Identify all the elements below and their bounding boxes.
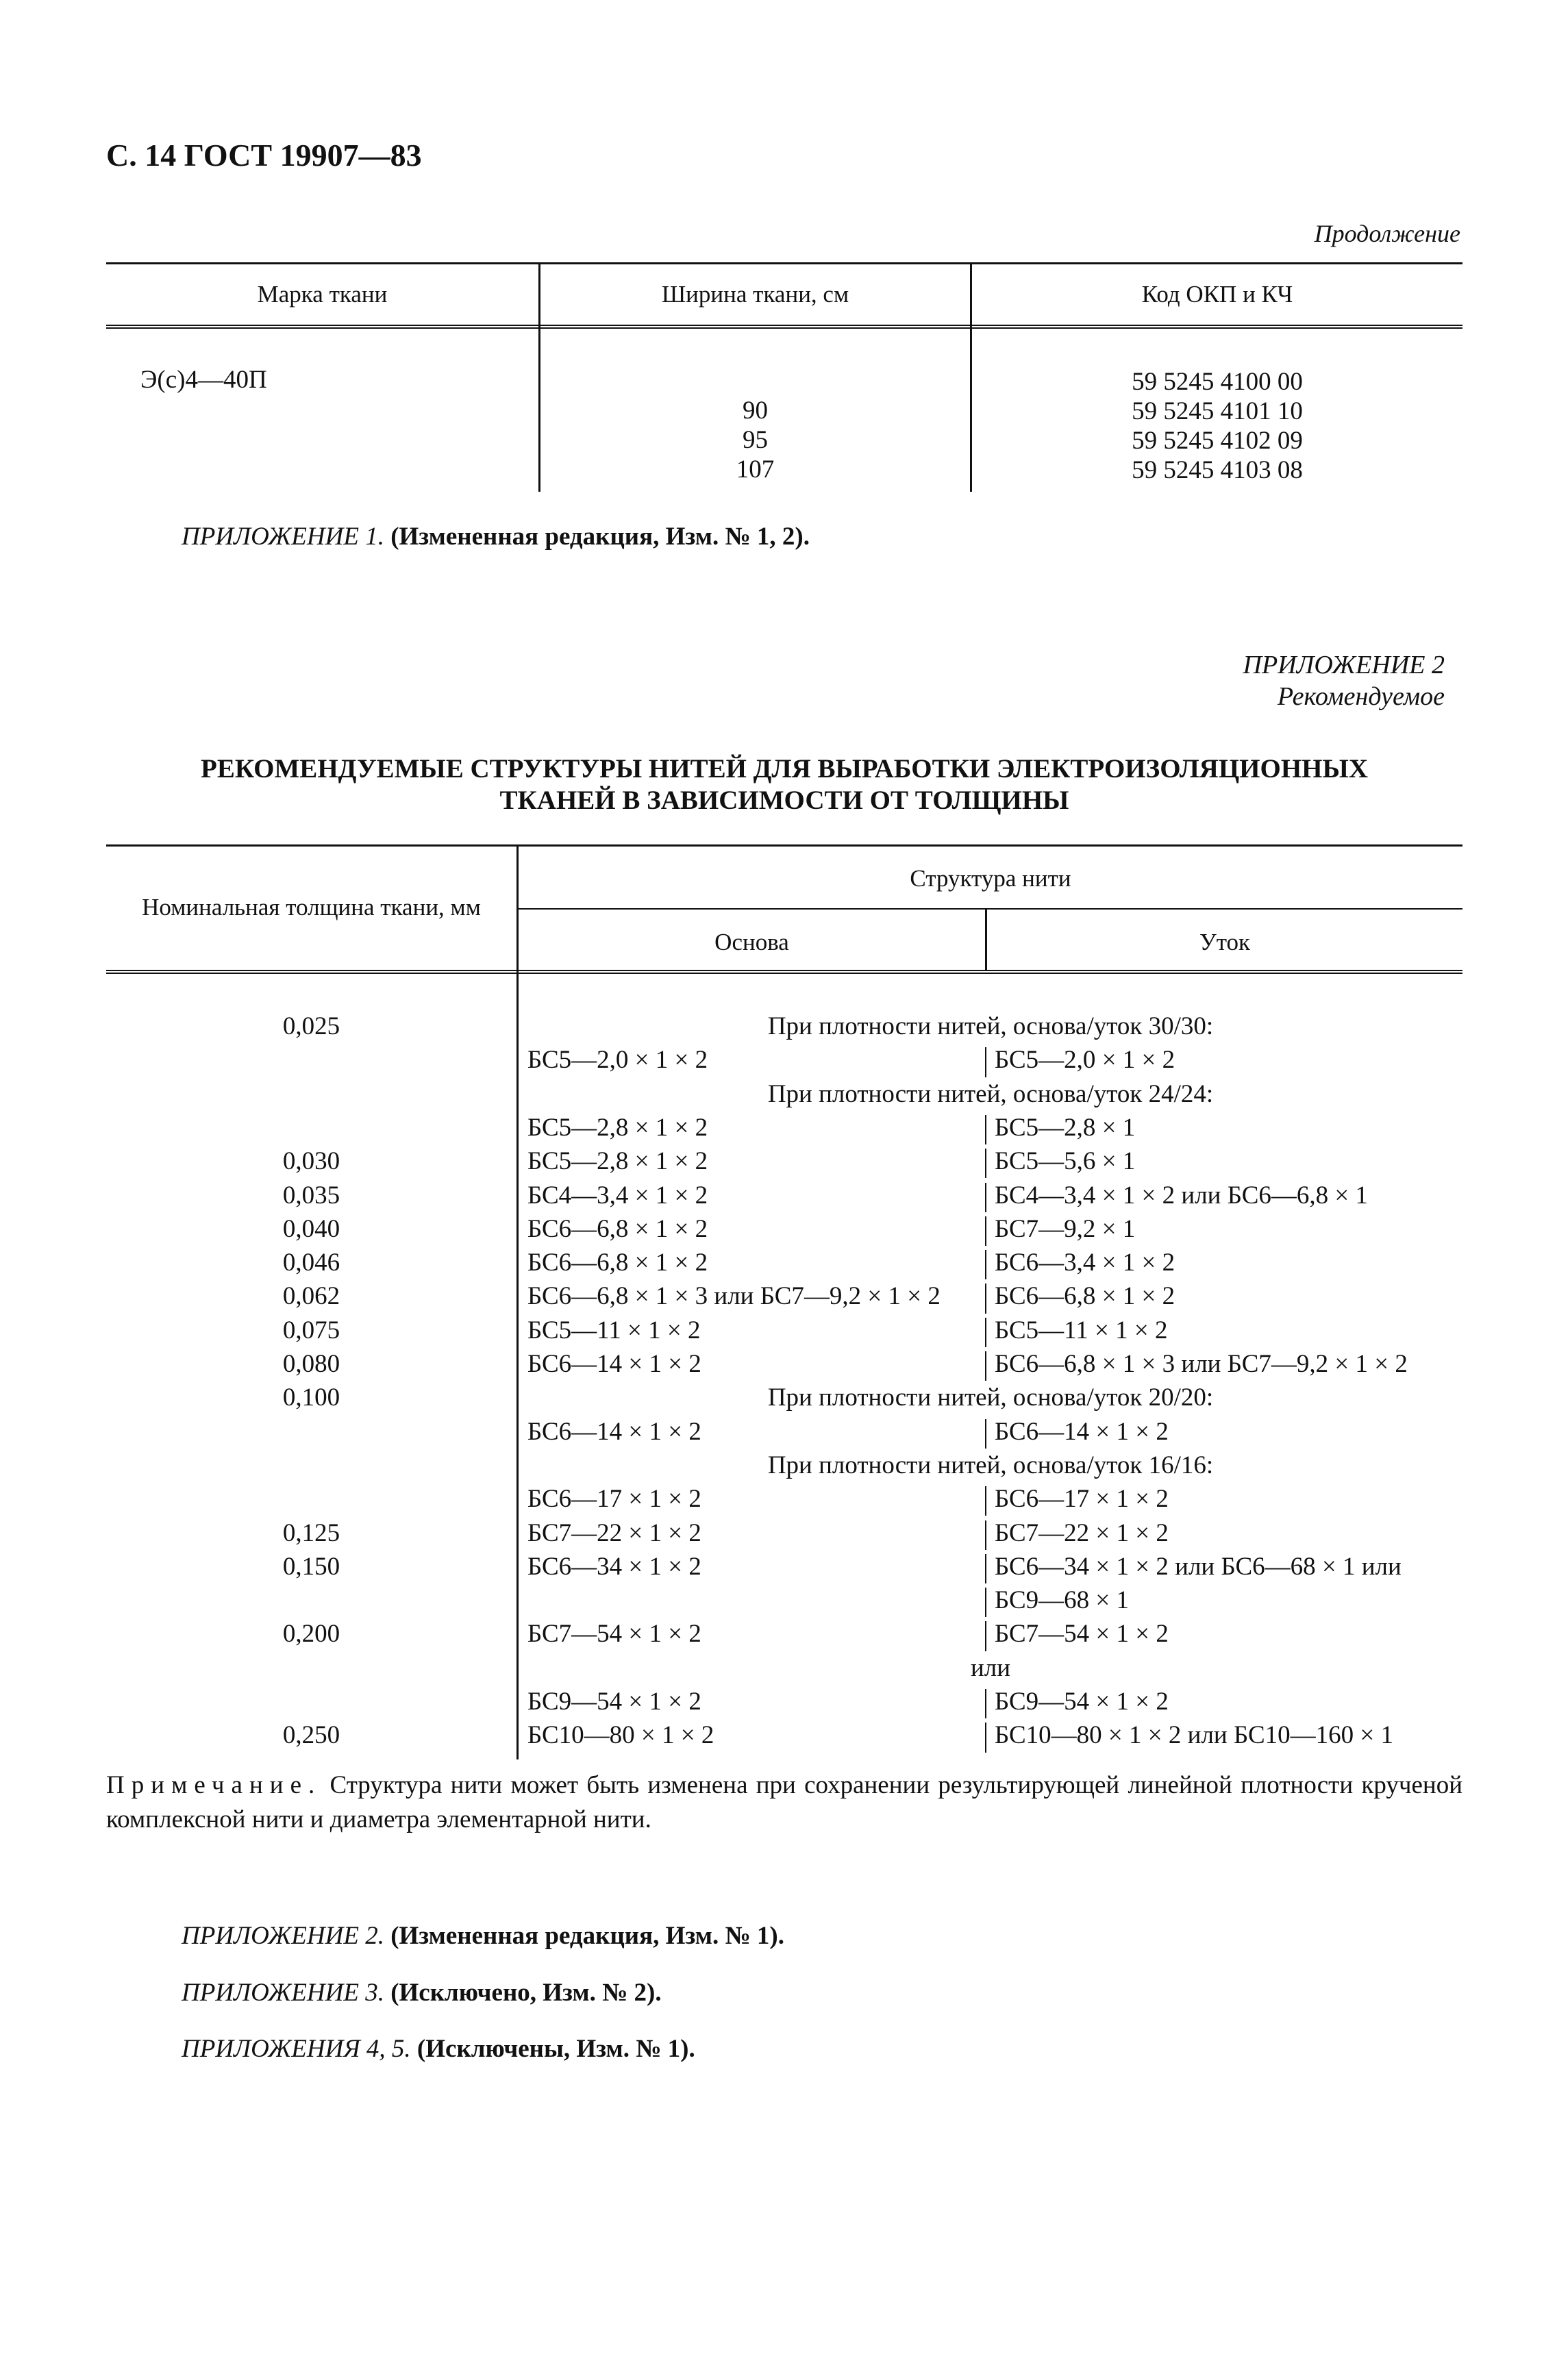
warp-weft-divider bbox=[985, 1520, 986, 1550]
thickness-cell bbox=[106, 1077, 516, 1111]
code-value: 59 5245 4103 08 bbox=[1132, 456, 1303, 484]
thickness-cell: 0,250 bbox=[282, 1721, 340, 1750]
thickness-cell: 0,030 bbox=[282, 1147, 340, 1176]
thickness-cell: 0,125 bbox=[282, 1518, 340, 1547]
table-2-mid-rule bbox=[519, 908, 1462, 910]
table-2-header-warp: Основа bbox=[714, 929, 789, 955]
appendix-3-note-text: (Исключено, Изм. № 2). bbox=[390, 1979, 662, 2007]
warp-weft-divider bbox=[985, 1183, 986, 1212]
density-span-row: При плотности нитей, основа/уток 20/20: bbox=[767, 1383, 1214, 1412]
warp-weft-divider bbox=[985, 1149, 986, 1178]
warp-cell: БС10—80 × 1 × 2 bbox=[527, 1721, 714, 1750]
thickness-cell: 0,100 bbox=[282, 1383, 340, 1412]
warp-cell: БС7—22 × 1 × 2 bbox=[527, 1518, 701, 1547]
thickness-cell: 0,150 bbox=[282, 1552, 340, 1581]
warp-cell: БС6—14 × 1 × 2 bbox=[527, 1417, 701, 1446]
weft-cell: БС6—34 × 1 × 2 или БС6—68 × 1 или bbox=[995, 1552, 1402, 1581]
code-value: 59 5245 4102 09 bbox=[1132, 427, 1303, 455]
code-value: 59 5245 4100 00 bbox=[1132, 368, 1303, 396]
density-span-row: или bbox=[970, 1653, 1011, 1682]
appendix-4-5-note-label: ПРИЛОЖЕНИЯ 4, 5. bbox=[182, 2035, 411, 2063]
warp-weft-divider bbox=[985, 1047, 986, 1077]
warp-weft-divider bbox=[985, 1419, 986, 1449]
table-1-header-rule bbox=[106, 325, 1462, 329]
table-2-top-rule bbox=[106, 844, 1462, 847]
weft-cell: БС5—11 × 1 × 2 bbox=[995, 1316, 1168, 1344]
table-2-header-rule bbox=[106, 970, 1462, 974]
weft-cell: БС7—54 × 1 × 2 bbox=[995, 1620, 1169, 1649]
width-value: 107 bbox=[736, 455, 775, 484]
table-2-col-divider-1 bbox=[516, 844, 519, 1759]
note-label: Примечание. bbox=[106, 1771, 322, 1799]
thickness-cell bbox=[106, 1449, 516, 1482]
thickness-cell: 0,025 bbox=[282, 1012, 340, 1040]
warp-weft-divider bbox=[985, 1115, 986, 1144]
warp-weft-divider bbox=[985, 1621, 986, 1651]
note-text: Структура нити может быть изменена при сохранении результирующей линейной плотности крученой комплексной нити и диаметра элементарной нити. bbox=[106, 1771, 1463, 1833]
thickness-cell: 0,035 bbox=[282, 1181, 340, 1210]
warp-cell: БС9—54 × 1 × 2 bbox=[527, 1688, 701, 1716]
table-1-header-fabric: Марка ткани bbox=[257, 281, 388, 308]
thickness-cell: 0,080 bbox=[282, 1350, 340, 1378]
density-span-row: При плотности нитей, основа/уток 16/16: bbox=[767, 1451, 1214, 1479]
warp-cell: БС5—2,0 × 1 × 2 bbox=[527, 1046, 708, 1075]
warp-weft-divider bbox=[985, 1318, 986, 1347]
weft-cell: БС6—14 × 1 × 2 bbox=[995, 1417, 1169, 1446]
thickness-cell bbox=[106, 1583, 516, 1617]
weft-cell: БС5—2,8 × 1 bbox=[995, 1113, 1136, 1142]
weft-cell: БС7—9,2 × 1 bbox=[995, 1214, 1136, 1243]
warp-cell: БС5—11 × 1 × 2 bbox=[527, 1316, 701, 1344]
density-span-row: При плотности нитей, основа/уток 30/30: bbox=[767, 1012, 1214, 1040]
width-value: 95 bbox=[743, 426, 768, 454]
warp-weft-divider bbox=[985, 1486, 986, 1516]
appendix-2-label-block bbox=[1243, 649, 1445, 712]
thickness-cell bbox=[106, 1651, 516, 1685]
appendix-2-title bbox=[106, 753, 1462, 816]
weft-cell: БС4—3,4 × 1 × 2 или БС6—6,8 × 1 bbox=[995, 1181, 1369, 1210]
appendix-2-title-line-1: РЕКОМЕНДУЕМЫЕ СТРУКТУРЫ НИТЕЙ ДЛЯ ВЫРАБОТКИ ЭЛЕКТРОИЗОЛЯЦИОННЫХ bbox=[201, 754, 1368, 784]
weft-cell: БС5—5,6 × 1 bbox=[995, 1147, 1136, 1176]
code-value: 59 5245 4101 10 bbox=[1132, 397, 1303, 425]
table-2-header-thickness: Номинальная толщина ткани, мм bbox=[142, 894, 481, 920]
thickness-cell: 0,075 bbox=[282, 1316, 340, 1344]
warp-cell: БС5—2,8 × 1 × 2 bbox=[527, 1113, 708, 1142]
thickness-cell bbox=[106, 1482, 516, 1516]
weft-cell: БС5—2,0 × 1 × 2 bbox=[995, 1046, 1175, 1075]
appendix-2-note-label: ПРИЛОЖЕНИЕ 2. bbox=[182, 1922, 384, 1950]
warp-cell: БС6—6,8 × 1 × 2 bbox=[527, 1214, 708, 1243]
table-2-header-weft: Уток bbox=[1199, 929, 1251, 955]
thickness-cell: 0,062 bbox=[282, 1282, 340, 1311]
warp-cell: БС7—54 × 1 × 2 bbox=[527, 1620, 701, 1649]
appendix-3-note-label: ПРИЛОЖЕНИЕ 3. bbox=[182, 1979, 384, 2007]
warp-weft-divider bbox=[985, 1689, 986, 1718]
warp-cell: БС5—2,8 × 1 × 2 bbox=[527, 1147, 708, 1176]
warp-weft-divider bbox=[985, 1216, 986, 1246]
code-values bbox=[972, 367, 1462, 485]
warp-cell: БС6—14 × 1 × 2 bbox=[527, 1350, 701, 1378]
warp-weft-divider bbox=[985, 1723, 986, 1752]
weft-cell: БС6—6,8 × 1 × 2 bbox=[995, 1282, 1175, 1311]
warp-cell: БС6—17 × 1 × 2 bbox=[527, 1485, 701, 1514]
thickness-cell bbox=[106, 1111, 516, 1144]
appendix-2-title-line-2: ТКАНЕЙ В ЗАВИСИМОСТИ ОТ ТОЛЩИНЫ bbox=[499, 786, 1069, 815]
weft-cell: БС6—17 × 1 × 2 bbox=[995, 1485, 1169, 1514]
weft-cell: БС9—68 × 1 bbox=[995, 1586, 1130, 1615]
weft-cell: БС9—54 × 1 × 2 bbox=[995, 1688, 1169, 1716]
width-value: 90 bbox=[743, 397, 768, 425]
warp-weft-divider bbox=[985, 1250, 986, 1279]
thickness-cell: 0,046 bbox=[282, 1249, 340, 1277]
continuation-label: Продолжение bbox=[1314, 220, 1460, 247]
thickness-cell bbox=[106, 1043, 516, 1077]
appendix-1-label: ПРИЛОЖЕНИЕ 1. bbox=[182, 523, 384, 551]
weft-cell: БС6—6,8 × 1 × 3 или БС7—9,2 × 1 × 2 bbox=[995, 1350, 1408, 1378]
warp-cell: БС4—3,4 × 1 × 2 bbox=[527, 1181, 708, 1210]
appendix-4-5-note-text: (Исключены, Изм. № 1). bbox=[416, 2035, 695, 2063]
width-values bbox=[540, 396, 970, 484]
thickness-cell: 0,040 bbox=[282, 1214, 340, 1243]
fabric-grade: Э(с)4—40П bbox=[140, 366, 267, 394]
weft-cell: БС6—3,4 × 1 × 2 bbox=[995, 1249, 1175, 1277]
warp-weft-divider bbox=[985, 1554, 986, 1583]
warp-cell: БС6—6,8 × 1 × 2 bbox=[527, 1249, 708, 1277]
appendix-2-label: ПРИЛОЖЕНИЕ 2 bbox=[1243, 651, 1445, 679]
warp-cell: БС6—6,8 × 1 × 3 или БС7—9,2 × 1 × 2 bbox=[527, 1282, 941, 1311]
warp-cell: БС6—34 × 1 × 2 bbox=[527, 1552, 701, 1581]
appendix-2-note-text: (Измененная редакция, Изм. № 1). bbox=[390, 1922, 784, 1950]
appendix-1-note bbox=[182, 522, 810, 551]
weft-cell: БС7—22 × 1 × 2 bbox=[995, 1518, 1169, 1547]
table-1-header-width: Ширина ткани, см bbox=[661, 281, 849, 308]
thickness-cell bbox=[106, 1685, 516, 1718]
appendix-3-note bbox=[182, 1978, 662, 2007]
appendix-1-text: (Измененная редакция, Изм. № 1, 2). bbox=[390, 523, 810, 551]
table-1-top-rule bbox=[106, 262, 1462, 264]
appendix-2-sublabel: Рекомендуемое bbox=[1277, 682, 1445, 711]
density-span-row: При плотности нитей, основа/уток 24/24: bbox=[767, 1079, 1214, 1108]
warp-weft-divider bbox=[985, 1351, 986, 1381]
weft-cell: БС10—80 × 1 × 2 или БС10—160 × 1 bbox=[995, 1721, 1394, 1750]
appendix-4-5-note bbox=[182, 2034, 695, 2064]
appendix-2-note bbox=[182, 1921, 784, 1951]
thickness-cell: 0,200 bbox=[282, 1620, 340, 1649]
table-2-header-structure: Структура нити bbox=[910, 865, 1071, 892]
warp-weft-divider bbox=[985, 1283, 986, 1313]
table-1-header-code: Код ОКП и КЧ bbox=[1141, 281, 1293, 308]
page-header: С. 14 ГОСТ 19907—83 bbox=[106, 138, 422, 173]
note bbox=[106, 1768, 1462, 1837]
warp-weft-divider bbox=[985, 1588, 986, 1617]
thickness-cell bbox=[106, 1415, 516, 1449]
